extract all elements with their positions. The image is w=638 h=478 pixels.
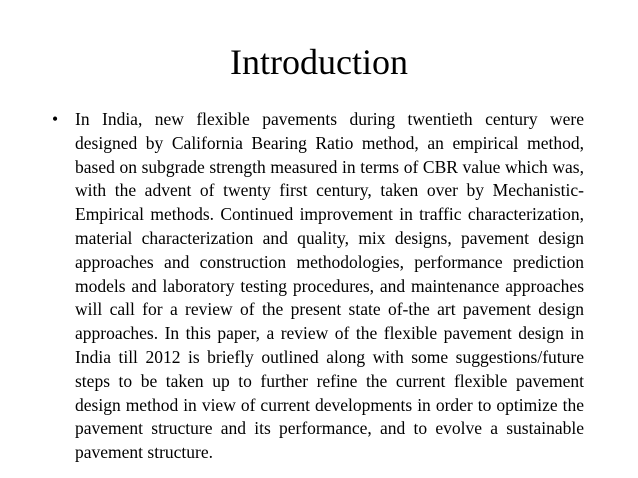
bullet-item: [52, 108, 584, 465]
slide-title: Introduction: [230, 42, 408, 82]
bullet-text: In India, new flexible pavements during twentieth century were designed by California Bearing Ratio method, an empirical method, based on subgrade strength measured in terms of CBR value which was, with the advent of twenty first century, taken over by Mechanistic-Empirical methods. Continued improvement in traffic characterization, material characterization and quality, mix designs, pavement design approaches and construction methodologies, performance prediction models and laboratory testing procedures, and maintenance approaches will call for a review of the present state of-the art pavement design approaches. In this paper, a review of the flexible pavement design in India till 2012 is briefly outlined along with some suggestions/future steps to be taken up to further refine the current flexible pavement design method in view of current developments in order to optimize the pavement structure and its performance, and to evolve a sustainable pavement structure.: [75, 109, 584, 463]
bullet-icon: •: [52, 109, 59, 129]
bullet-list: [52, 108, 584, 465]
